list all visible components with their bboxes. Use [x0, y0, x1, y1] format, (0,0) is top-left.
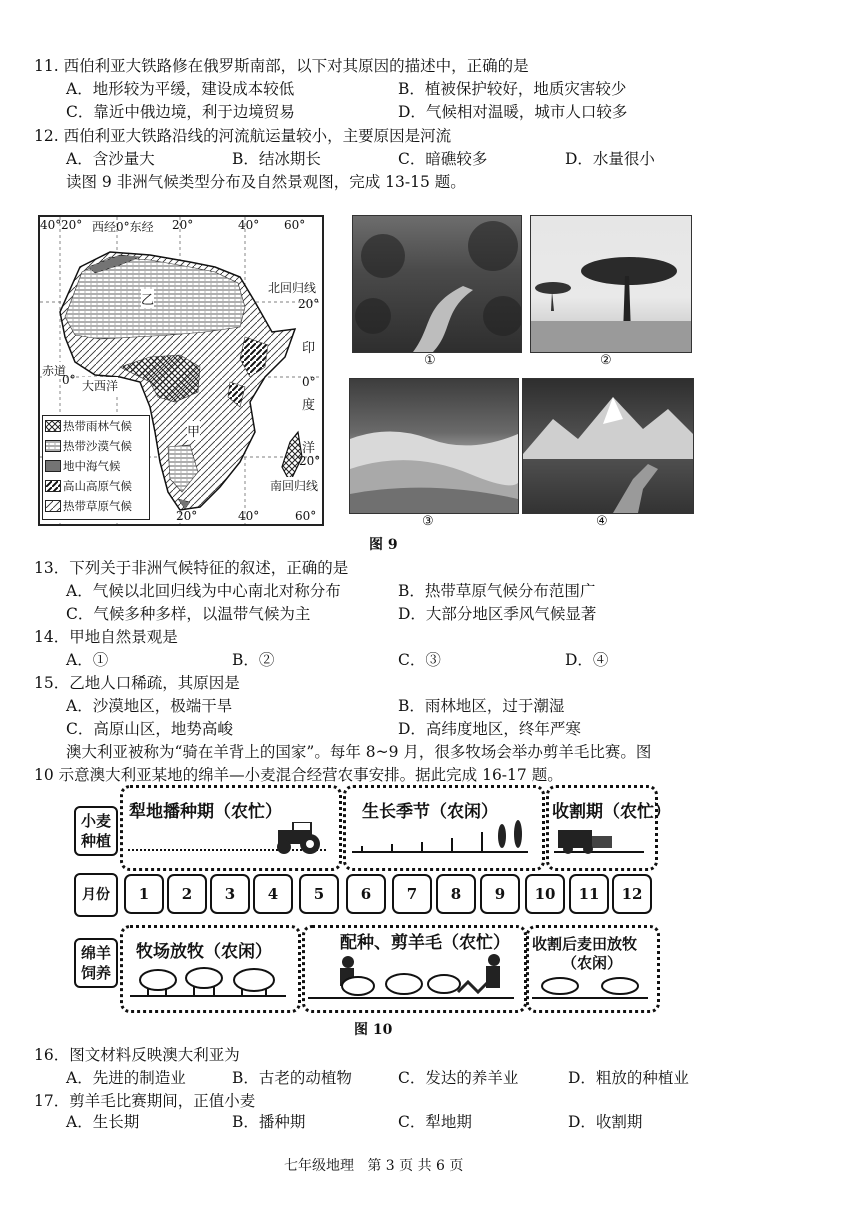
sheep-stubble-label: 收割后麦田放牧: [532, 935, 638, 953]
legend-swatch-highland: [45, 480, 61, 492]
page-footer: 七年级地理 第 3 页 共 6 页: [284, 1158, 464, 1174]
q13-option-a: A．气候以北回归线为中心南北对称分布: [66, 582, 341, 600]
photo-label-4: ④: [596, 514, 608, 529]
map-label-60e: 60°: [284, 218, 306, 232]
q15-option-d: D．高纬度地区，终年严寒: [398, 720, 581, 738]
month-box: 6: [346, 874, 386, 914]
map-label-tropic-south: 南回归线: [270, 479, 319, 493]
fig10-intro-line1: 澳大利亚被称为“骑在羊背上的国家”。每年 8~9 月，很多牧场会举办剪羊毛比赛。图: [66, 743, 652, 761]
q12-option-b: B．结冰期长: [232, 150, 321, 168]
photo-highland: [522, 378, 694, 514]
figure-9-caption: 图 9: [369, 537, 398, 553]
q11-option-a: A．地形较为平缓，建设成本较低: [66, 80, 295, 98]
q12-option-c: C．暗礁较多: [398, 150, 488, 168]
photo-savanna: [530, 215, 692, 353]
wheat-harvest-label: 收割期（农忙）: [552, 802, 671, 822]
photo-rainforest: [352, 215, 522, 353]
legend-item: [43, 456, 149, 476]
q15-stem: 15．乙地人口稀疏，其原因是: [34, 674, 240, 692]
q16-option-b: B．古老的动植物: [232, 1069, 352, 1087]
q11-option-b: B．植被保护较好，地质灾害较少: [398, 80, 627, 98]
q12-option-a: A．含沙量大: [66, 150, 155, 168]
month-box: 2: [167, 874, 207, 914]
q16-option-a: A．先进的制造业: [66, 1069, 186, 1087]
row-label-wheat: 小麦种植: [74, 806, 118, 856]
q16-option-c: C．发达的养羊业: [398, 1069, 519, 1087]
wheat-growing-label: 生长季节（农闲）: [362, 802, 498, 822]
photo-rainforest-scene: [353, 216, 521, 352]
photo-label-1: ①: [424, 353, 436, 368]
map-label-40w: 40°: [40, 218, 62, 232]
q15-option-a: A．沙漠地区，极端干旱: [66, 697, 233, 715]
photo-desert-scene: [350, 379, 518, 513]
map-label-yin: 印: [302, 341, 316, 356]
month-box: 4: [253, 874, 293, 914]
q13-stem: 13．下列关于非洲气候特征的叙述，正确的是: [34, 559, 349, 577]
harvester-icon: [554, 822, 646, 856]
q17-option-a: A．生长期: [66, 1113, 140, 1131]
map-legend: [42, 415, 150, 520]
map-label-b60: 60°: [295, 509, 317, 523]
month-box: 11: [569, 874, 609, 914]
shearing-scene-icon: [308, 952, 518, 1002]
month-box: 9: [480, 874, 520, 914]
q16-option-d: D．粗放的种植业: [568, 1069, 689, 1087]
legend-label: 高山高原气候: [63, 479, 132, 493]
q13-option-c: C．气候多种多样，以温带气候为主: [66, 605, 311, 623]
wheat-growth-icon: [352, 818, 532, 858]
month-box: 1: [124, 874, 164, 914]
map-label-0-left: 0°: [62, 373, 76, 387]
sheep-breeding-label: 配种、剪羊毛（农忙）: [340, 933, 510, 953]
q15-option-c: C．高原山区，地势高峻: [66, 720, 233, 738]
legend-item: [43, 436, 149, 456]
month-box: 12: [612, 874, 652, 914]
q11-option-d: D．气候相对温暖，城市人口较多: [398, 103, 628, 121]
map-label-20w: 20°: [61, 218, 83, 232]
legend-swatch-desert: [45, 440, 61, 452]
photo-label-3: ③: [422, 514, 434, 529]
legend-swatch-rainforest: [45, 420, 61, 432]
month-box: 7: [392, 874, 432, 914]
legend-label: 热带沙漠气候: [63, 439, 132, 453]
map-label-40e: 40°: [238, 218, 260, 232]
q14-option-d: D．④: [565, 651, 609, 669]
legend-item: [43, 416, 149, 436]
sheep-flock-icon: [130, 960, 290, 1000]
month-box: 3: [210, 874, 250, 914]
q14-option-b: B．②: [232, 651, 275, 669]
map-label-prime-meridian: 西经0°东经: [92, 220, 154, 234]
figure-10-caption: 图 10: [354, 1022, 393, 1038]
map-label-0-right: 0°: [302, 375, 316, 389]
fig10-intro-line2: 10 示意澳大利亚某地的绵羊—小麦混合经营农事安排。据此完成 16-17 题。: [34, 766, 563, 784]
map-label-equator: 赤道: [42, 364, 67, 378]
q15-option-b: B．雨林地区，过于潮湿: [398, 697, 565, 715]
map-label-atlantic: 大西洋: [82, 379, 119, 393]
map-label-du: 度: [302, 398, 316, 413]
q11-option-c: C．靠近中俄边境，利于边境贸易: [66, 103, 295, 121]
fig9-intro: 读图 9 非洲气候类型分布及自然景观图，完成 13-15 题。: [66, 173, 466, 191]
legend-label: 热带雨林气候: [63, 419, 132, 433]
tractor-icon: [128, 822, 333, 856]
legend-label: 地中海气候: [63, 459, 121, 473]
q14-option-a: A．①: [66, 651, 109, 669]
row-label-sheep: 绵羊饲养: [74, 938, 118, 988]
sheep-stubble-sublabel: （农闲）: [562, 954, 623, 972]
q12-stem: 12. 西伯利亚大铁路沿线的河流航运量较小，主要原因是河流: [34, 127, 452, 145]
map-label-20s: 20°: [299, 454, 321, 468]
photo-savanna-scene: [531, 216, 691, 352]
q16-stem: 16．图文材料反映澳大利亚为: [34, 1046, 240, 1064]
legend-item: [43, 496, 149, 516]
map-label-b40: 40°: [238, 509, 260, 523]
photo-desert: [349, 378, 519, 514]
legend-label: 热带草原气候: [63, 499, 132, 513]
q13-option-d: D．大部分地区季风气候显著: [398, 605, 597, 623]
photo-highland-scene: [523, 379, 693, 513]
q17-option-d: D．收割期: [568, 1113, 643, 1131]
q14-stem: 14．甲地自然景观是: [34, 628, 178, 646]
map-label-jia: 甲: [187, 421, 200, 440]
q14-option-c: C．③: [398, 651, 441, 669]
q17-option-c: C．犁地期: [398, 1113, 472, 1131]
map-label-b20: 20°: [176, 509, 198, 523]
map-label-yi: 乙: [141, 289, 154, 308]
month-box: 5: [299, 874, 339, 914]
legend-swatch-savanna: [45, 500, 61, 512]
q17-stem: 17．剪羊毛比赛期间，正值小麦: [34, 1092, 256, 1110]
map-label-20n: 20°: [298, 297, 320, 311]
wheat-sowing-label: 犁地播种期（农忙）: [129, 802, 282, 822]
row-label-month: 月份: [74, 873, 118, 917]
legend-item: [43, 476, 149, 496]
legend-swatch-mediterranean: [45, 460, 61, 472]
q12-option-d: D．水量很小: [565, 150, 655, 168]
month-box: 8: [436, 874, 476, 914]
sheep-pair-icon: [532, 970, 650, 1002]
map-label-tropic-north: 北回归线: [268, 281, 317, 295]
map-label-yang: 洋: [302, 441, 316, 456]
photo-label-2: ②: [600, 353, 612, 368]
map-label-20e: 20°: [172, 218, 194, 232]
q11-stem: 11. 西伯利亚大铁路修在俄罗斯南部，以下对其原因的描述中，正确的是: [34, 57, 529, 75]
sheep-pasture-label: 牧场放牧（农闲）: [136, 942, 272, 962]
month-box: 10: [525, 874, 565, 914]
q13-option-b: B．热带草原气候分布范围广: [398, 582, 596, 600]
q17-option-b: B．播种期: [232, 1113, 306, 1131]
